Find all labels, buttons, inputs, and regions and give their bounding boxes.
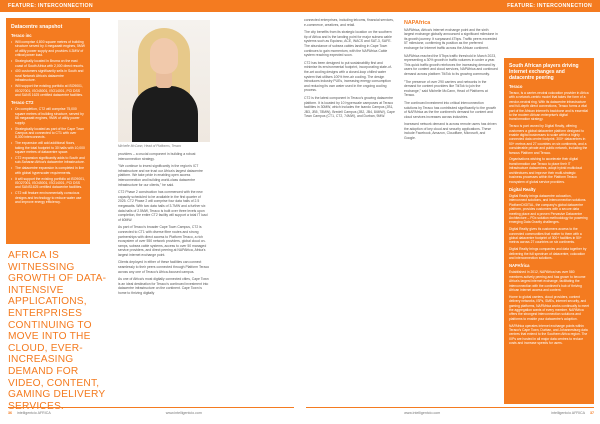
paragraph: Digital Realty brings companies and data together by delivering the full spectrum of datacentre, colocation and interconnection solutions. (509, 247, 587, 260)
paragraph: CT2 has been designed to put sustainability first and minimise its environmental footprint, incorporating state-of-the-art cooling designs with a closed-loop chilled water system that utilises 100% free-air cooling. The design introduces industry PUEs, increasing energy consumption and reducing its own water used in the ongoing cooling process. (304, 60, 393, 93)
right-header: FEATURE: INTERCONNECTION (300, 0, 600, 12)
list-item: • It will support the existing portfolio at ISO9001, ISO27001, ISO45001, ISO14001, PCI DSS and SANS1625 certified datacentre facilities. (11, 177, 85, 190)
publication-name: intelligentcio AFRICA (551, 411, 585, 415)
players-box (504, 58, 594, 404)
paragraph: NAPAfrica operates internet exchange points within Teraco's Cape Town, Durban, and Johannesburg data centres that extend to the Southern Africa region. The IXPs are hosted in all major data centres to reduce costs and increase speeds for users. (509, 323, 588, 346)
list-item: • The expansion will add additional floors, taking the total footprint to 30 halls with 10,000 square metres of datacentre space. (11, 141, 85, 154)
left-header: FEATURE: INTERCONNECTION (0, 0, 300, 12)
footer-rule (306, 407, 594, 408)
paragraph: providers – a crucial component in building a robust interconnection strategy. (118, 152, 196, 161)
right-footer (306, 409, 594, 418)
paragraph: Established in 2012, NAPAfrica has over 580 members actively peering and has grown to become Africa's largest internet exchange, facilitating the interconnection with the continent's hub of thriving African internet access and content. (509, 270, 586, 292)
snapshot-title: Datacentre snapshot (11, 24, 63, 30)
list-item: • CT2 will feature environmentally conscious designs and technology to reduce water use and improve energy efficiency. (11, 191, 85, 204)
paragraph: Digital Realty gives its customers access to the connected communities that matter to them with a global datacentre footprint of 300+ facilities in 50+ metros across 27 countries on six continents. (509, 227, 582, 245)
photo-caption: Michelle McCann, Head of Platforms, Teraco (118, 144, 182, 148)
paragraph: "The presence of over 290 carriers and networks in the demand for content providers like TikTok to join the exchange," said Michelle McCann, Head of Platforms at Teraco. (404, 79, 488, 98)
list-item: • Will comprise 4,800 square metres of building structure served by 4 megawatt engines, 5MW of utility power supply and provides 4.3MW of critical power load. (11, 40, 85, 58)
paragraph: Digital Realty brings datacentre colocation, interconnect solutions, and interconnection solutions. PlatformDIGITAL, the company's global datacentre platform, provides customers with a secure data meeting place and a proven Pervasive Datacentre Architecture – PDx solution methodology for powering emerging Data Gravity challenges. (509, 193, 588, 225)
paragraph: Home to global carriers, cloud providers, content delivery networks, ISPs, SMEs, internet security, and gaming platforms, NAPAfrica works continually to meet the aggregation wants of every member. NAPAfrica offers the strongest interconnection solutions and platforms to enable your datacentre's adoption. (509, 294, 590, 321)
left-footer (8, 409, 206, 418)
paragraph: "We continue to invest significantly in the region's ICT infrastructure and we trust our Africa's largest datacentre platform. We take pride in enabling open access interconnection and building world-class datacentre infrastructure for our clients," he said. (118, 164, 203, 187)
list-item: • 400 customers significantly sells in South and rural Network Africa's datacentre infrastructure. (11, 69, 85, 82)
paragraph: CT2 is the latest component in Teraco's growing datacentre platform. It is located by 10 hyperscale campuses at Teraco facilities in 30MW, which includes the Isando Campus (JB1, JB3, JB5, 78MW), Bredell Campus (JB2, JB4, 84MW), Cape Town Campus (CT1, CT2, 74MW), and Durban, 9MW. (304, 95, 395, 119)
right-page (300, 0, 600, 424)
snapshot-list-2 (11, 107, 85, 204)
paragraph: Clients deployed in either of these facilities can connect seamlessly to their peers connected through Platform Teraco across any one of Teraco's Africa-focused campus. (118, 260, 210, 274)
list-item: • On completion, CT2 will comprise 75,000 square metres of building structure, served by 86 megawatt engines, 9MW of utility power supply. (11, 107, 85, 125)
players-title: South African players driving Internet exchanges and datacentre peering (509, 63, 579, 81)
publication-name: intelligentcio AFRICA (17, 411, 51, 415)
paragraph: Teraco, is a carrier-neutral colocation provider in Africa with a network-centric model that takes the form of a vendor-neutral ring. With its datacentre infrastructure and full-depth direct connections, Teraco forms a vital part of the African internet's backbone and is essential to the modern African enterprise's digital transformation strategy. (509, 91, 589, 122)
players-sub-teraco: Teraco (509, 84, 523, 89)
players-sub-digital-realty: Digital Realty (509, 186, 536, 192)
list-item: • Strategically located in Bruma on the east coast of South Africa with 2,000 direct resorts. (11, 59, 85, 68)
snapshot-section-2: Teraco CT2 (11, 100, 34, 106)
portrait-photo (118, 20, 210, 142)
paragraph: The city benefits from its strategic location on the southern tip of Africa and is the landing point for major subsea cable systems such as Equiano, ACE, WACS and SAT-3, SAFE. The abundance of subsea cables landing in Cape Town continues to gain momentum, with the NAPAfrica Cable system reaching expected soon. (304, 30, 392, 58)
napafrica-column (404, 18, 498, 144)
publication-url: www.intelligentcio.com (404, 411, 441, 415)
page-number: 37 (590, 411, 594, 415)
list-item: • The datacentre expansion is completed in line with global hyperscaler requirements. (11, 166, 85, 175)
players-sub-napafrica: NAPAfrica (509, 263, 530, 269)
snapshot-section-1: Teraco inc (11, 33, 32, 38)
list-item: • Will support the existing portfolio at ISO9001, ISO27001, ISO45001, ISO14001, PCI DSS and SANS 1625 certified datacentre facilities. (11, 84, 85, 97)
left-body-column (118, 152, 210, 299)
paragraph: As part of Teraco's broader Cape Town Campus, CT2 is connected to CT1 with diverse fibre routes and strong partnerships with direct access to Platform Teraco, a rich ecosystem of over 550 network providers, global cloud on-ramps, subsea cable systems, access to over 50 managed service providers, and direct peering at NAPAfrica, Africa's largest internet exchange point. (118, 225, 207, 257)
paragraph: The continued investment into critical interconnection solutions by Teraco has contributed significantly to the growth of NAPAfrica as the the continent's demand for content and cloud services increases across industries. (404, 100, 497, 119)
page-number: 36 (8, 411, 12, 415)
right-body-column (304, 18, 396, 122)
paragraph: connected enterprises, including telcoms, financial services, e-commerce, creatives, and retail. (304, 18, 394, 27)
pull-quote: AFRICA IS WITNESSING GROWTH OF DATA-INTENSIVE APPLICATIONS, ENTERPRISES CONTINUING TO MOVE INTO THE CLOUD, EVER-INCREASING DEMAND FOR VIDEO, CONTENT, GAMING DELIVERY SERVICES. (8, 250, 107, 412)
paragraph: Increased network demand is across remote users has driven the adoption of key cloud and security applications. These include Facebook, Amazon, Cloudflare, Microsoft, and Google. (404, 122, 497, 141)
list-item: • CT2 expansion significantly adds to South and sub-Saharan Africa's datacentre infrastructure. (11, 156, 85, 165)
datacentre-snapshot-box (6, 18, 90, 244)
paragraph: CT2 Phase 2 construction has commenced with the new capacity scheduled to be available in the first quarter of 2025. CT2 Phase 2 will comprise four data halls of 2.5 megawatts. With two data halls of 3.7MW and a further six data halls of 2.5MW, Teraco is built over three levels upon completion, the entire CT2 facility will support a total IT load of 60MW. (118, 190, 208, 222)
publication-url: www.intelligentcio.com (165, 411, 202, 415)
paragraph: As one of Africa's most digitally connected cities, Cape Town is an ideal destination for Teraco's continued investment into datacentre infrastructure on the continent. Cape Town is home to thriving digitally (118, 277, 209, 296)
snapshot-list-1 (11, 40, 85, 97)
paragraph: NAPAfrica, Africa's internet exchange point and the sixth largest exchange globally announced a significant milestone in its growth journey. It surpassed 4Tbps. Traffic peers exceeded 5T milestone, confirming its position as the preferred exchange for Internet traffic across the African continent. (404, 27, 498, 50)
list-item: • Strategically located as part of the Cape Town Campus and connected to CT1 with over 8,300 interconnects. (11, 127, 85, 140)
paragraph: Teraco is part owned by Digital Realty, offering customers a global datacentre platform designed to enable digital businesses to scale within a highly connected data centre footprint. 300+ datacentres in 50+ metros and 27 countries on six continents, and a considerable private and public network, including the famous Platform and Teraco. (509, 124, 588, 155)
napafrica-heading: NAPAfrica (404, 20, 431, 26)
footer-rule (8, 407, 294, 408)
paragraph: Organisations wishing to accelerate their digital transformation use Teraco to place their IT infrastructure datacentres, adopt hybrid multicloud architectures and improve their multi-strategic business processes within the Platform Teraco ecosystem of global service providers. (509, 157, 583, 184)
paragraph: NAPAfrica reached the 5Tbps traffic threshold in March 2023, representing a 30% growth in traffic volumes in under a year. This quick traffic growth reinforces the increasing demand by users for content and cloud services, NAPAfrica and continued demand across platform TikTok to its growing community. (404, 53, 498, 76)
